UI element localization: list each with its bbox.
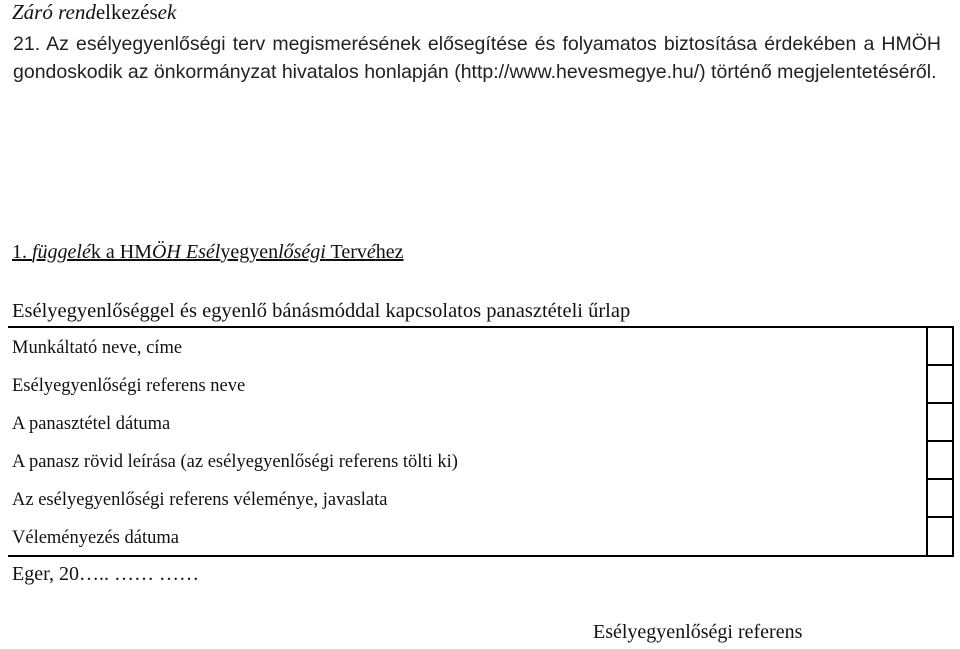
section-heading: [12, 0, 176, 25]
form-row-opinion-date: [8, 518, 928, 556]
section-heading-part-1: Záró rend: [12, 0, 96, 24]
appendix-org: ÖH Esél: [151, 241, 221, 263]
appendix-hez: hez: [375, 241, 404, 263]
form-row-label: A panasz rövid leírása (az esélyegyenlőségi referens tölti ki): [12, 452, 458, 472]
form-row-label: Az esélyegyenlőségi referens véleménye, javaslata: [12, 490, 388, 510]
appendix-middle: a HM: [100, 241, 152, 263]
provision-paragraph: 21. Az esélyegyenlőségi terv megismerésének elősegítése és folyamatos biztosítása érdekében a HMÖH gondoskodik az önkormányzat hivatalos honlapján (http://www.hevesmegye.hu/) történő megjelentetéséről.: [13, 33, 941, 83]
form-bottom-border: [8, 555, 954, 557]
appendix-yegyen: yegyen: [220, 241, 279, 263]
appendix-k: k: [90, 241, 101, 263]
form-value-cell[interactable]: [928, 404, 952, 442]
form-row-employer: [8, 328, 928, 366]
appendix-tail: Terv: [325, 241, 367, 263]
form-value-column: [928, 328, 954, 557]
signature-label: Esélyegyenlőségi referens: [593, 621, 803, 643]
appendix-word: függelé: [32, 241, 91, 263]
form-row-label: Véleményezés dátuma: [12, 528, 179, 548]
appendix-number: 1.: [12, 241, 32, 263]
form-value-cell[interactable]: [928, 366, 952, 404]
section-heading-part-2: elkezés: [95, 0, 158, 24]
form-title: Esélyegyenlőséggel és egyenlő bánásmóddal kapcsolatos panasztételi űrlap: [12, 300, 631, 322]
place-date-line: Eger, 20….. …… ……: [12, 563, 199, 585]
appendix-losegi: lőségi: [278, 241, 326, 263]
complaint-form: [8, 326, 954, 557]
form-row-complaint-date: [8, 404, 928, 442]
form-row-complaint-description: [8, 442, 928, 480]
form-row-label: Esélyegyenlőségi referens neve: [12, 376, 246, 396]
form-row-referent-opinion: [8, 480, 928, 518]
appendix-title: [12, 241, 404, 264]
form-row-referent-name: [8, 366, 928, 404]
form-value-cell[interactable]: [928, 442, 952, 480]
form-row-label: A panasztétel dátuma: [12, 414, 171, 434]
section-heading-part-3: ek: [157, 0, 177, 24]
form-value-cell[interactable]: [928, 480, 952, 518]
appendix-hez-it: é: [366, 241, 376, 263]
form-row-label: Munkáltató neve, címe: [12, 338, 183, 358]
form-value-cell[interactable]: [928, 328, 952, 366]
